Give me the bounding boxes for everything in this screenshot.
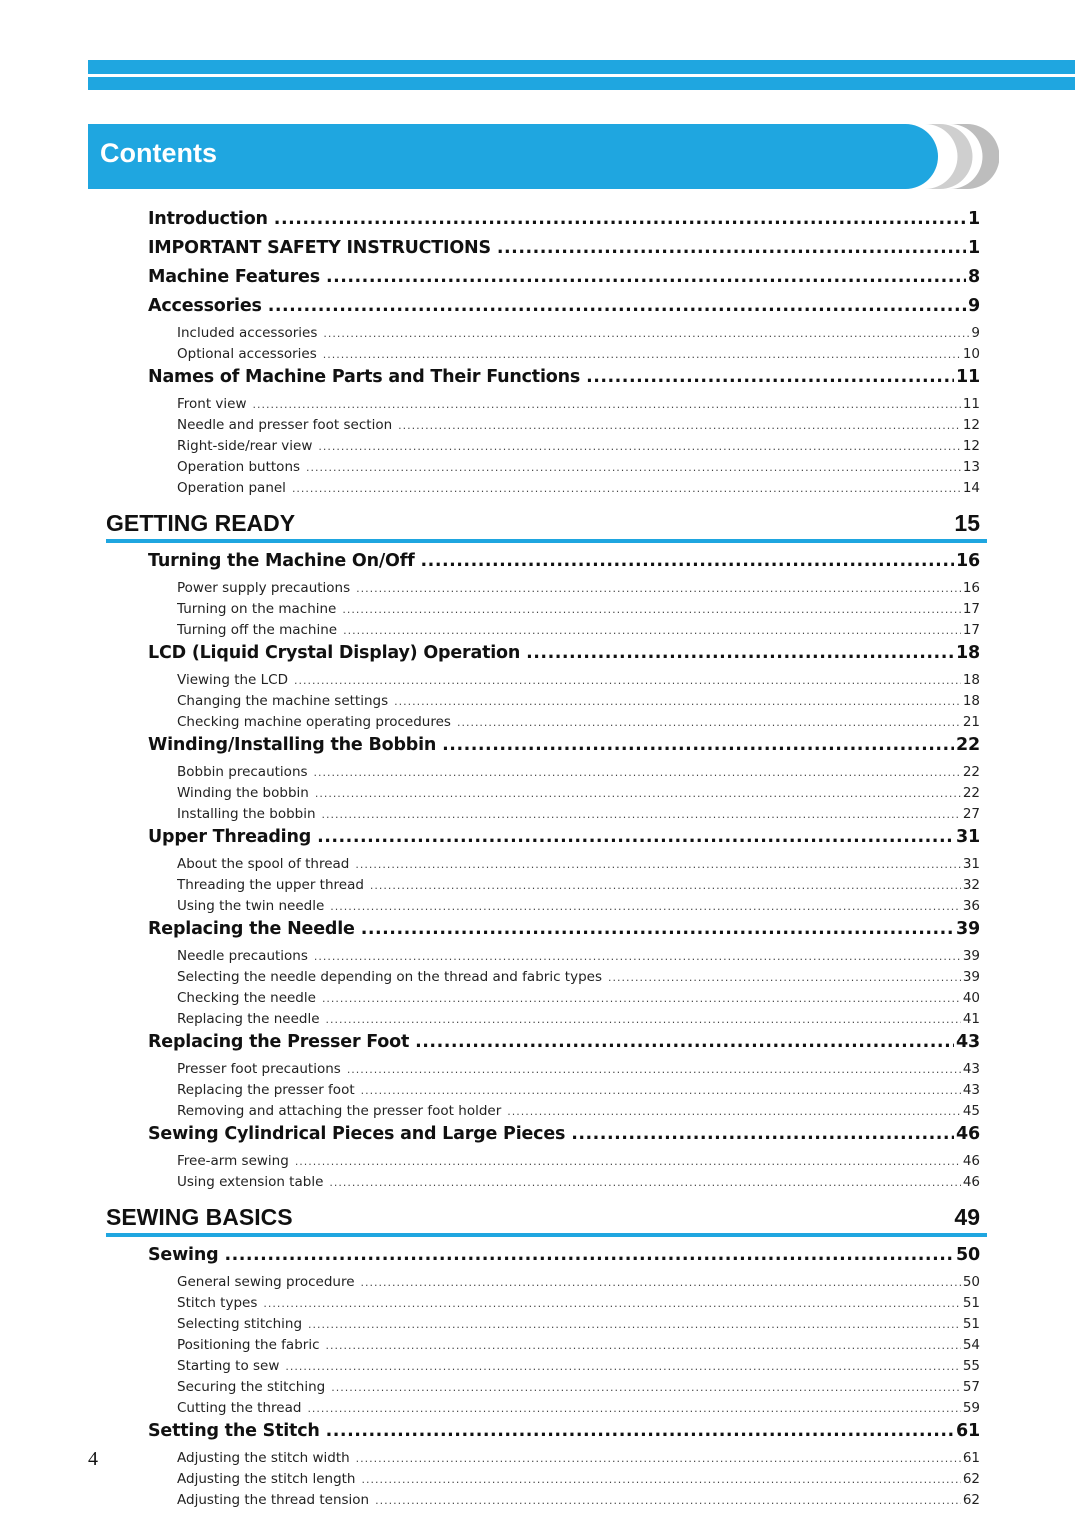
dot-leader	[342, 603, 960, 616]
page-ref: 57	[962, 1379, 980, 1395]
toc-section-row[interactable]	[177, 877, 980, 898]
toc-section-row[interactable]	[177, 438, 980, 459]
toc-section-row[interactable]	[177, 1379, 980, 1400]
chapter-title: Introduction	[148, 209, 268, 229]
section-title: Operation panel	[177, 480, 286, 496]
section-title: Right-side/rear view	[177, 438, 313, 454]
page-ref: 31	[962, 856, 980, 872]
dot-leader	[362, 1473, 961, 1486]
page-ref: 43	[962, 1082, 980, 1098]
dot-leader	[457, 716, 961, 729]
dot-leader	[330, 900, 961, 913]
chapter-title: Names of Machine Parts and Their Functions	[148, 367, 581, 387]
dot-leader	[308, 1318, 961, 1331]
page-ref: 45	[962, 1103, 980, 1119]
page-ref: 21	[962, 714, 980, 730]
page-ref: 59	[962, 1400, 980, 1416]
toc-section-row[interactable]	[177, 1174, 980, 1195]
dot-leader	[326, 1339, 961, 1352]
dot-leader	[421, 551, 955, 571]
part-page-ref: 49	[954, 1204, 980, 1230]
chapter-title: Upper Threading	[148, 827, 312, 847]
dot-leader	[442, 735, 954, 755]
section-title: Adjusting the stitch width	[177, 1450, 350, 1466]
dot-leader	[361, 919, 954, 939]
part-header[interactable]	[106, 1199, 987, 1237]
page-ref: 9	[968, 296, 980, 316]
section-title: Checking the needle	[177, 990, 316, 1006]
toc-section-row[interactable]	[177, 856, 980, 877]
toc-section-row[interactable]	[177, 1011, 980, 1032]
page-ref: 10	[962, 346, 980, 362]
dot-leader	[571, 1124, 954, 1144]
dot-leader	[394, 695, 961, 708]
page-ref: 13	[962, 459, 980, 475]
dot-leader	[318, 440, 960, 453]
dot-leader	[329, 1176, 960, 1189]
dot-leader	[356, 1452, 961, 1465]
section-title: Presser foot precautions	[177, 1061, 341, 1077]
toc-section-row[interactable]	[177, 1274, 980, 1295]
section-title: Turning off the machine	[177, 622, 338, 638]
dot-leader	[314, 766, 961, 779]
dot-leader	[355, 858, 960, 871]
toc-section-row[interactable]	[177, 1358, 980, 1379]
page-ref: 55	[962, 1358, 980, 1374]
page-ref: 22	[962, 785, 980, 801]
toc-section-row[interactable]	[177, 1316, 980, 1337]
toc-chapter-row[interactable]	[148, 735, 980, 764]
chapter-title: Winding/Installing the Bobbin	[148, 735, 437, 755]
section-title: Adjusting the thread tension	[177, 1492, 370, 1508]
dot-leader	[224, 1245, 954, 1265]
dot-leader	[323, 348, 961, 361]
toc-section-row[interactable]	[177, 693, 980, 714]
toc-section-row[interactable]	[177, 459, 980, 480]
page-ref: 1	[968, 209, 980, 229]
section-title: Starting to sew	[177, 1358, 280, 1374]
page-ref: 22	[962, 764, 980, 780]
page-ref: 39	[962, 948, 980, 964]
section-title: Viewing the LCD	[177, 672, 288, 688]
toc-chapter-row[interactable]	[148, 551, 980, 580]
dot-leader	[274, 209, 966, 229]
section-title: Adjusting the stitch length	[177, 1471, 356, 1487]
part-title: GETTING READY	[106, 510, 296, 536]
toc-chapter-row[interactable]	[148, 643, 980, 672]
page-ref: 32	[962, 877, 980, 893]
page-number: 4	[88, 1448, 98, 1470]
toc-section-row[interactable]	[177, 1492, 980, 1513]
dot-leader	[586, 367, 954, 387]
section-title: Using extension table	[177, 1174, 324, 1190]
page-ref: 18	[956, 643, 980, 663]
page-ref: 17	[962, 622, 980, 638]
toc-section-row[interactable]	[177, 1061, 980, 1082]
dot-leader	[497, 238, 966, 258]
toc-section-row[interactable]	[177, 325, 980, 346]
section-title: Changing the machine settings	[177, 693, 389, 709]
dot-leader	[398, 419, 961, 432]
toc-section-row[interactable]	[177, 417, 980, 438]
page-ref: 12	[962, 417, 980, 433]
page-ref: 16	[956, 551, 980, 571]
dot-leader	[306, 461, 961, 474]
toc-chapter-row[interactable]	[148, 1245, 980, 1274]
section-title: Selecting the needle depending on the thread and fabric types	[177, 969, 602, 985]
page-ref: 54	[962, 1337, 980, 1353]
chapter-title: Accessories	[148, 296, 262, 316]
page-ref: 39	[962, 969, 980, 985]
chapter-title: Sewing	[148, 1245, 219, 1265]
part-page-ref: 15	[954, 510, 980, 536]
page-ref: 50	[956, 1245, 980, 1265]
chapter-title: Machine Features	[148, 267, 320, 287]
dot-leader	[347, 1063, 961, 1076]
page-ref: 46	[956, 1124, 980, 1144]
table-of-contents	[0, 209, 1075, 1513]
page-ref: 11	[962, 396, 980, 412]
page-ref: 17	[962, 601, 980, 617]
section-title: Bobbin precautions	[177, 764, 308, 780]
part-title: SEWING BASICS	[106, 1204, 293, 1230]
page-ref: 27	[962, 806, 980, 822]
dot-leader	[307, 1402, 960, 1415]
dot-leader	[253, 398, 961, 411]
dot-leader	[507, 1105, 961, 1118]
page-ref: 41	[962, 1011, 980, 1027]
toc-section-row[interactable]	[177, 1471, 980, 1492]
dot-leader	[356, 582, 961, 595]
bracket-decoration-icon	[905, 124, 999, 189]
title-bar	[88, 124, 938, 189]
page-ref: 22	[956, 735, 980, 755]
section-title: Operation buttons	[177, 459, 301, 475]
section-title: Securing the stitching	[177, 1379, 326, 1395]
chapter-title: Sewing Cylindrical Pieces and Large Pieces	[148, 1124, 566, 1144]
page-ref: 61	[962, 1450, 980, 1466]
section-title: Checking machine operating procedures	[177, 714, 451, 730]
section-title: About the spool of thread	[177, 856, 350, 872]
section-title: Cutting the thread	[177, 1400, 302, 1416]
toc-chapter-row[interactable]	[148, 296, 980, 325]
section-title: Using the twin needle	[177, 898, 325, 914]
header-band	[88, 60, 1075, 90]
section-title: Replacing the presser foot	[177, 1082, 355, 1098]
dot-leader	[323, 327, 969, 340]
chapter-title: LCD (Liquid Crystal Display) Operation	[148, 643, 521, 663]
part-header[interactable]	[106, 505, 987, 543]
dot-leader	[292, 482, 961, 495]
chapter-title: Setting the Stitch	[148, 1421, 320, 1441]
section-title: Included accessories	[177, 325, 318, 341]
dot-leader	[268, 296, 966, 316]
section-title: Winding the bobbin	[177, 785, 309, 801]
toc-section-row[interactable]	[177, 806, 980, 827]
section-title: Needle and presser foot section	[177, 417, 393, 433]
page-ref: 61	[956, 1421, 980, 1441]
section-title: Optional accessories	[177, 346, 317, 362]
dot-leader	[322, 992, 961, 1005]
toc-section-row[interactable]	[177, 622, 980, 643]
toc-section-row[interactable]	[177, 1103, 980, 1124]
section-title: Removing and attaching the presser foot holder	[177, 1103, 502, 1119]
page-ref: 9	[971, 325, 980, 341]
header-band-line	[88, 74, 1075, 77]
page-ref: 14	[962, 480, 980, 496]
dot-leader	[315, 787, 961, 800]
dot-leader	[263, 1297, 960, 1310]
page-ref: 8	[968, 267, 980, 287]
section-title: Stitch types	[177, 1295, 258, 1311]
page-ref: 16	[962, 580, 980, 596]
toc-chapter-row[interactable]	[148, 238, 980, 267]
toc-section-row[interactable]	[177, 672, 980, 693]
page-ref: 46	[962, 1174, 980, 1190]
dot-leader	[608, 971, 961, 984]
section-title: Installing the bobbin	[177, 806, 316, 822]
page-ref: 51	[962, 1295, 980, 1311]
page-ref: 62	[962, 1471, 980, 1487]
dot-leader	[314, 950, 961, 963]
dot-leader	[285, 1360, 960, 1373]
toc-chapter-row[interactable]	[148, 367, 980, 396]
section-title: Free-arm sewing	[177, 1153, 289, 1169]
page-ref: 18	[962, 693, 980, 709]
section-title: Turning on the machine	[177, 601, 337, 617]
page-ref: 36	[962, 898, 980, 914]
dot-leader	[326, 267, 966, 287]
dot-leader	[331, 1381, 961, 1394]
toc-section-row[interactable]	[177, 1337, 980, 1358]
dot-leader	[361, 1084, 961, 1097]
toc-section-row[interactable]	[177, 601, 980, 622]
toc-section-row[interactable]	[177, 480, 980, 501]
dot-leader	[317, 827, 954, 847]
section-title: Threading the upper thread	[177, 877, 364, 893]
toc-section-row[interactable]	[177, 785, 980, 806]
dot-leader	[415, 1032, 954, 1052]
section-title: Power supply precautions	[177, 580, 351, 596]
toc-section-row[interactable]	[177, 898, 980, 919]
section-title: Replacing the needle	[177, 1011, 320, 1027]
toc-chapter-row[interactable]	[148, 267, 980, 296]
toc-chapter-row[interactable]	[148, 1421, 980, 1450]
dot-leader	[294, 674, 961, 687]
page-ref: 43	[962, 1061, 980, 1077]
toc-section-row[interactable]	[177, 948, 980, 969]
toc-section-row[interactable]	[177, 969, 980, 990]
page-ref: 43	[956, 1032, 980, 1052]
dot-leader	[326, 1013, 961, 1026]
page-ref: 31	[956, 827, 980, 847]
section-title: Front view	[177, 396, 247, 412]
page-ref: 39	[956, 919, 980, 939]
toc-chapter-row[interactable]	[148, 1124, 980, 1153]
toc-section-row[interactable]	[177, 714, 980, 735]
toc-section-row[interactable]	[177, 580, 980, 601]
section-title: Positioning the fabric	[177, 1337, 320, 1353]
dot-leader	[361, 1276, 961, 1289]
toc-section-row[interactable]	[177, 764, 980, 785]
toc-section-row[interactable]	[177, 1295, 980, 1316]
chapter-title: Turning the Machine On/Off	[148, 551, 415, 571]
toc-section-row[interactable]	[177, 1450, 980, 1471]
page-ref: 46	[962, 1153, 980, 1169]
toc-section-row[interactable]	[177, 990, 980, 1011]
section-title: Needle precautions	[177, 948, 308, 964]
page-ref: 1	[968, 238, 980, 258]
chapter-title: Replacing the Needle	[148, 919, 355, 939]
dot-leader	[326, 1421, 954, 1441]
page-ref: 12	[962, 438, 980, 454]
dot-leader	[375, 1494, 961, 1507]
dot-leader	[343, 624, 961, 637]
dot-leader	[322, 808, 961, 821]
toc-section-row[interactable]	[177, 346, 980, 367]
toc-section-row[interactable]	[177, 1400, 980, 1421]
page-ref: 51	[962, 1316, 980, 1332]
toc-chapter-row[interactable]	[148, 919, 980, 948]
toc-chapter-row[interactable]	[148, 827, 980, 856]
page-ref: 50	[962, 1274, 980, 1290]
toc-section-row[interactable]	[177, 1153, 980, 1174]
chapter-title: Replacing the Presser Foot	[148, 1032, 410, 1052]
chapter-title: IMPORTANT SAFETY INSTRUCTIONS	[148, 238, 491, 258]
toc-section-row[interactable]	[177, 1082, 980, 1103]
page-ref: 11	[956, 367, 980, 387]
section-title: General sewing procedure	[177, 1274, 355, 1290]
page-ref: 62	[962, 1492, 980, 1508]
page-title: Contents	[100, 138, 217, 168]
page-ref: 18	[962, 672, 980, 688]
dot-leader	[295, 1155, 961, 1168]
dot-leader	[370, 879, 961, 892]
toc-chapter-row[interactable]	[148, 1032, 980, 1061]
toc-chapter-row[interactable]	[148, 209, 980, 238]
dot-leader	[526, 643, 954, 663]
toc-section-row[interactable]	[177, 396, 980, 417]
section-title: Selecting stitching	[177, 1316, 303, 1332]
page-ref: 40	[962, 990, 980, 1006]
